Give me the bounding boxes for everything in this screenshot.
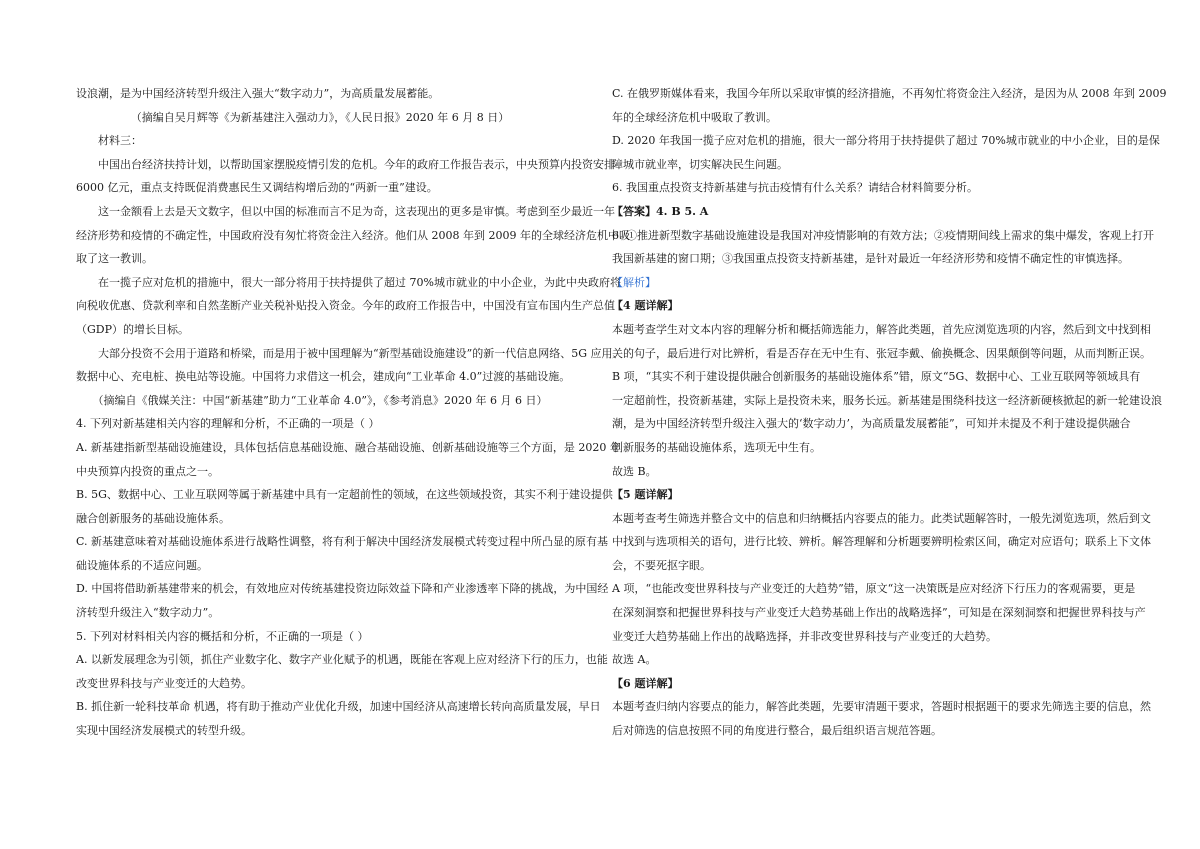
choice-line: 故选 B。 [612, 464, 657, 478]
answer-line: 6. ①推进新型数字基础设施建设是我国对冲疫情影响的有效方法；②疫情期间线上需求的集中爆发，客观上打开 [612, 228, 1154, 242]
analysis-line: 本题考查归纳内容要点的能力，解答此类题，先要审清题干要求，答题时根据题干的要求先筛选主要的信息，然 [612, 700, 1151, 714]
text-line: 这一金额看上去是天文数字，但以中国的标准而言不足为奇，这表现出的更多是审慎。考虑到至少最近一年 [98, 204, 615, 218]
option-line: D. 中国将借助新基建带来的机会，有效地应对传统基建投资边际效益下降和产业渗透率下降的挑战，为中国经 [76, 582, 609, 596]
option-line: 中央预算内投资的重点之一。 [76, 464, 219, 478]
analysis-line: 本题考查学生对文本内容的理解分析和概括筛选能力，解答此类题，首先应浏览选项的内容，然后到文中找到相 [612, 322, 1151, 336]
answer-line: 我国新基建的窗口期；③我国重点投资支持新基建，是针对最近一年经济形势和疫情不确定性的审慎选择。 [612, 252, 1129, 266]
option-line: 础设施体系的不适应问题。 [76, 558, 208, 572]
analysis-line: 后对筛选的信息按照不同的角度进行整合，最后组织语言规范答题。 [612, 724, 942, 738]
q4-detail-heading: 【4 题详解】 [612, 299, 679, 313]
q5-detail-heading: 【5 题详解】 [612, 488, 679, 502]
option-line: 融合创新服务的基础设施体系。 [76, 511, 230, 525]
analysis-line: 关的句子，最后进行对比辨析，看是否存在无中生有、张冠李戴、偷换概念、因果颠倒等问题，从而判断正误。 [612, 346, 1151, 360]
text-line: 数据中心、充电桩、换电站等设施。中国将力求借这一机会，建成向“工业革命 4.0”过渡的基础设施。 [76, 370, 571, 384]
option-line: B. 5G、数据中心、工业互联网等属于新基建中具有一定超前性的领域，在这些领域投资，其实不利于建设提供 [76, 488, 613, 502]
text-line: 6000 亿元，重点支持既促消费惠民生又调结构增后劲的“两新一重”建设。 [76, 181, 438, 195]
answer-heading: 【答案】4. B 5. A [612, 204, 709, 218]
text-line: 经济形势和疫情的不确定性，中国政府没有匆忙将资金注入经济。他们从 2008 年到 2009 年的全球经济危机中吸 [76, 228, 630, 242]
option-line: 年的全球经济危机中吸取了教训。 [612, 110, 777, 124]
analysis-line: 中找到与选项相关的语句，进行比较、辨析。解答理解和分析题要辨明检索区间，确定对应语句；联系上下文体 [612, 535, 1151, 549]
text-line: 取了这一教训。 [76, 252, 153, 266]
text-line: 大部分投资不会用于道路和桥梁，而是用于被中国理解为“新型基础设施建设”的新一代信息网络、5G 应用、 [98, 346, 624, 360]
option-line: D. 2020 年我国一揽子应对危机的措施，很大一部分将用于扶持提供了超过 70%城市就业的中小企业，目的是保 [612, 134, 1160, 148]
choice-line: 故选 A。 [612, 653, 657, 667]
option-line: A. 以新发展理念为引领，抓住产业数字化、数字产业化赋予的机遇，既能在客观上应对经济下行的压力，也能 [76, 653, 608, 667]
source-citation: （摘编自吴月辉等《为新基建注入强动力》，《人民日报》2020 年 6 月 8 日） [130, 110, 510, 124]
text-line: 中国出台经济扶持计划，以帮助国家摆脱疫情引发的危机。今年的政府工作报告表示，中央预算内投资安排 [98, 157, 615, 171]
option-line: C. 在俄罗斯媒体看来，我国今年所以采取审慎的经济措施，不再匆忙将资金注入经济，是因为从 2008 年到 2009 [612, 87, 1167, 100]
analysis-line: 一定超前性，投资新基建，实际上是投资未来，服务长远。新基建是围绕科技这一经济新硬核掀起的新一轮建设浪 [612, 393, 1162, 407]
right-column [612, 82, 1167, 743]
text-line: 在一揽子应对危机的措施中，很大一部分将用于扶持提供了超过 70%城市就业的中小企业，为此中央政府将 [98, 275, 621, 289]
analysis-line: 在深刻洞察和把握世界科技与产业变迁大趋势基础上作出的战略选择”，可知是在深刻洞察和把握世界科技与产 [612, 606, 1146, 620]
analysis-tag: 【解析】 [612, 275, 656, 289]
question-4: 4. 下列对新基建相关内容的理解和分析，不正确的一项是（ ） [76, 417, 380, 431]
material-heading: 材料三： [98, 134, 142, 148]
analysis-line: 业变迁大趋势基础上作出的战略选择，并非改变世界科技与产业变迁的大趋势。 [612, 629, 997, 643]
text-line: 设浪潮，是为中国经济转型升级注入强大“数字动力”，为高质量发展蓄能。 [76, 87, 440, 100]
option-line: B. 抓住新一轮科技革命 机遇，将有助于推动产业优化升级，加速中国经济从高速增长转向高质量发展，早日 [76, 700, 601, 714]
analysis-line: 潮，是为中国经济转型升级注入强大的‘数字动力’，为高质量发展蓄能”，可知并未提及不利于建设提供融合 [612, 417, 1131, 431]
analysis-line: 本题考查考生筛选并整合文中的信息和归纳概括内容要点的能力。此类试题解答时，一般先浏览选项，然后到文 [612, 511, 1151, 525]
option-line: 改变世界科技与产业变迁的大趋势。 [76, 676, 252, 690]
question-6: 6. 我国重点投资支持新基建与抗击疫情有什么关系？请结合材料简要分析。 [612, 181, 978, 195]
analysis-line: A 项，“也能改变世界科技与产业变迁的大趋势”错，原文“这一决策既是应对经济下行压力的客观需要，更是 [612, 582, 1136, 596]
analysis-line: 会，不要死抠字眼。 [612, 558, 711, 572]
text-line: （GDP）的增长目标。 [76, 322, 190, 336]
analysis-line: B 项，“其实不利于建设提供融合创新服务的基础设施体系”错，原文“5G、数据中心、工业互联网等领域具有 [612, 370, 1141, 384]
analysis-line: 创新服务的基础设施体系，选项无中生有。 [612, 440, 821, 454]
option-line: C. 新基建意味着对基础设施体系进行战略性调整，将有利于解决中国经济发展模式转变过程中所凸显的原有基 [76, 535, 609, 549]
left-column [76, 82, 630, 743]
source-citation: （摘编自《俄媒关注：中国“新基建”助力“工业革命 4.0”》，《参考消息》2020 年 6 月 6 日） [92, 393, 548, 407]
option-line: 障城市就业率，切实解决民生问题。 [612, 157, 788, 171]
q6-detail-heading: 【6 题详解】 [612, 676, 679, 690]
option-line: A. 新基建指新型基础设施建设，具体包括信息基础设施、融合基础设施、创新基础设施等三个方面，是 2020 年 [76, 440, 621, 454]
question-5: 5. 下列对材料相关内容的概括和分析，不正确的一项是（ ） [76, 629, 369, 643]
option-line: 实现中国经济发展模式的转型升级。 [76, 724, 252, 738]
option-line: 济转型升级注入“数字动力”。 [76, 606, 220, 620]
text-line: 向税收优惠、贷款利率和自然垄断产业关税补贴投入资金。今年的政府工作报告中，中国没有宣布国内生产总值 [76, 299, 615, 313]
